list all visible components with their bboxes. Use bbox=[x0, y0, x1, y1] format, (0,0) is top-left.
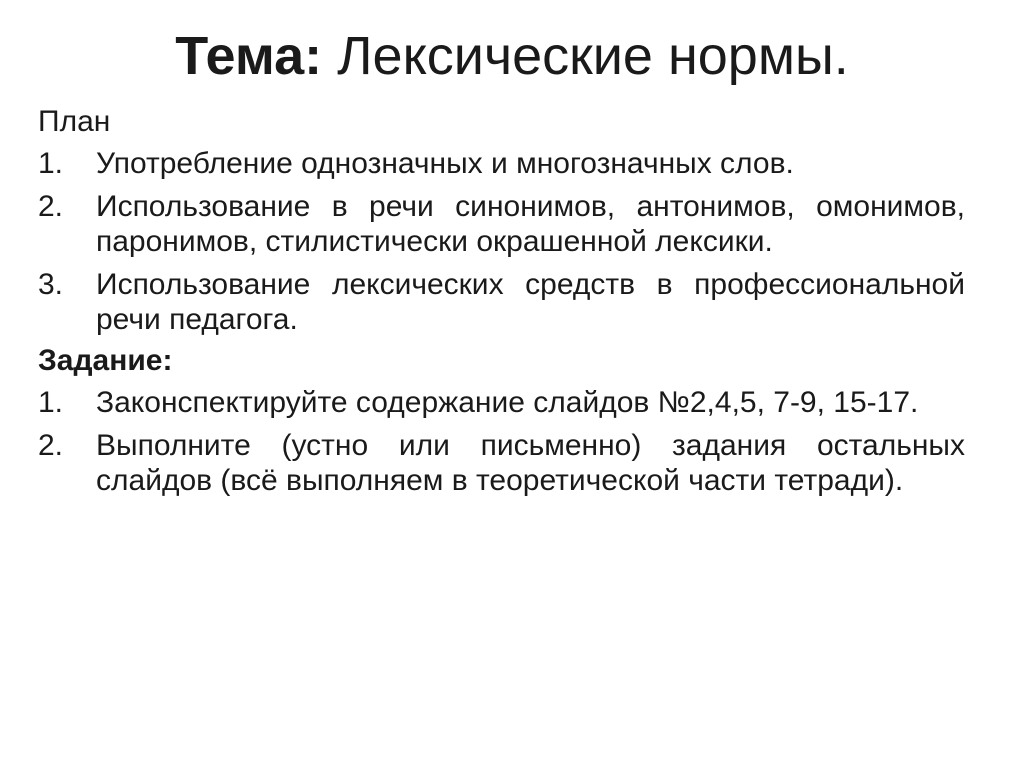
task-list bbox=[38, 385, 965, 498]
plan-item-text: Употребление однозначных и многозначных слов. bbox=[96, 147, 794, 180]
plan-heading: План bbox=[38, 105, 111, 138]
plan-list bbox=[38, 146, 965, 337]
plan-item-number: 3. bbox=[38, 268, 64, 301]
plan-item-text: Использование лексических средств в профессиональной речи педагога. bbox=[96, 268, 965, 336]
plan-item-number: 1. bbox=[38, 147, 64, 180]
title-topic-text: Лексические нормы. bbox=[322, 26, 849, 86]
plan-item-1 bbox=[38, 146, 965, 181]
title-topic-label: Тема: bbox=[175, 26, 323, 86]
task-item-1 bbox=[38, 385, 965, 420]
task-item-text: Выполните (устно или письменно) задания остальных слайдов (всё выполняем в теоретической части тетради). bbox=[96, 429, 965, 497]
task-item-number: 1. bbox=[38, 386, 64, 419]
slide-title bbox=[0, 22, 1024, 90]
plan-item-2 bbox=[38, 189, 965, 259]
slide-content bbox=[38, 104, 965, 498]
task-item-text: Законспектируйте содержание слайдов №2,4,5, 7-9, 15-17. bbox=[96, 386, 919, 419]
task-heading: Задание: bbox=[38, 344, 173, 377]
task-item-2 bbox=[38, 428, 965, 498]
plan-item-3 bbox=[38, 267, 965, 337]
plan-item-number: 2. bbox=[38, 190, 64, 223]
task-item-number: 2. bbox=[38, 429, 64, 462]
plan-item-text: Использование в речи синонимов, антонимов, омонимов, паронимов, стилистически окрашенной лексики. bbox=[96, 190, 965, 258]
